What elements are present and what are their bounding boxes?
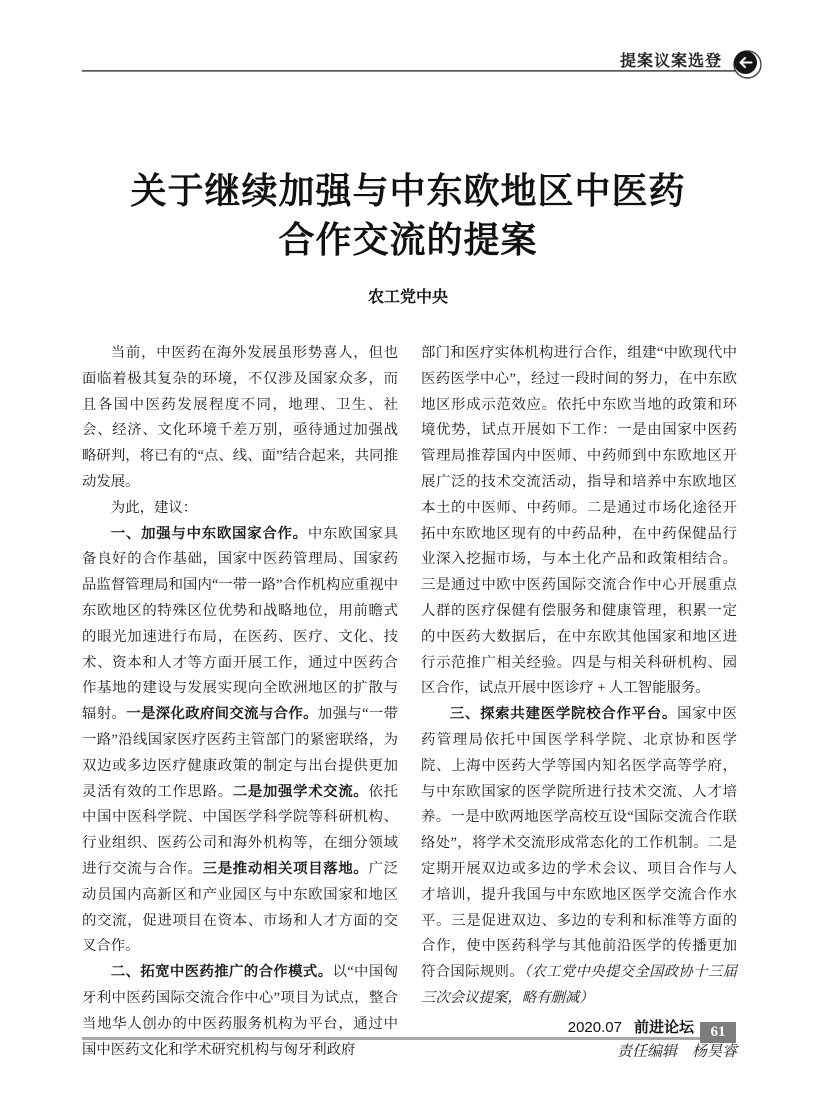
page-number-badge: 61	[700, 1022, 736, 1043]
bold-run: 三、探索共建医学院校合作平台。	[449, 706, 678, 723]
text-run: 为此，建议：	[110, 499, 198, 516]
text-run: 广泛动员国内高新区和产业园区与中东欧国家和地区的交流，促进项目在资本、市场和人才方面的交叉合作。	[82, 860, 398, 955]
article-column-right	[421, 341, 737, 1063]
bold-run: 一是深化政府间交流与合作。	[126, 706, 318, 723]
editor-credit	[421, 1040, 737, 1061]
arrow-left-circle-icon	[731, 48, 763, 80]
editor-label: 责任编辑	[616, 1043, 677, 1060]
header-rule	[82, 70, 736, 72]
paragraph	[82, 496, 398, 522]
article-body	[82, 341, 737, 1063]
text-run: 中东欧国家具备良好的合作基础，国家中医药管理局、国家药品监督管理局和国内“一带一路”合作机构应重视中东欧地区的特殊区位优势和战略地位，用前瞻式的眼光加速进行布局，在医药、医疗、文化、技术、资本和人才等方面开展工作，通过中医药合作基地的建设与发展实现向全欧洲地区的扩散与辐射。	[82, 525, 398, 723]
italic-run: （农工党中央提交全国政协十三届三次会议提案，略有删减）	[421, 964, 737, 1006]
article-title-line1: 关于继续加强与中东欧地区中医药	[130, 170, 686, 211]
text-run: 加强与“一带一路”沿线国家医疗医药主管部门的紧密联络，为双边或多边医疗健康政策的制定与出台提供更加灵活有效的工作思路。	[82, 706, 398, 800]
text-run: 以“中国匈牙利中医药国际交流合作中心”项目为试点，整合当地华人创办的中医药服务机构为平台，通过中国中医药文化和学术研究机构与匈牙利政府	[82, 964, 398, 1058]
bold-run: 一、加强与中东欧国家合作。	[110, 525, 308, 542]
journal-name: 前进论坛	[633, 1019, 694, 1036]
bold-run: 三是推动相关项目落地。	[202, 860, 369, 877]
bold-run: 二是加强学术交流。	[232, 783, 369, 800]
paragraph	[82, 341, 398, 496]
footer-rule	[82, 1037, 706, 1040]
article-title-line2: 合作交流的提案	[278, 219, 538, 260]
article-column-left	[82, 341, 398, 1063]
title-block	[0, 166, 816, 307]
paragraph	[421, 702, 737, 1012]
section-label: 提案议案选登	[619, 53, 722, 70]
article-author: 农工党中央	[367, 289, 448, 306]
paragraph	[82, 960, 398, 1063]
text-run: 当前，中医药在海外发展虽形势喜人，但也面临着极其复杂的环境，不仅涉及国家众多，而且各国中医药发展程度不同，地理、卫生、社会、经济、文化环境千差万别，亟待通过加强战略研判，将已有的“点、线、面”结合起来，共同推动发展。	[82, 345, 398, 490]
text-run: 依托中国中医科学院、中国医学科学院等科研机构、行业组织、医药公司和海外机构等，在细分领域进行交流与合作。	[82, 783, 398, 877]
text-run: 国家中医药管理局依托中国医学科学院、北京协和医学院、上海中医药大学等国内知名医学高等学府，与中东欧国家的医学院所进行技术交流、人才培养。一是中欧两地医学高校互设“国际交流合作联络处”，将学术交流形成常态化的工作机制。二是定期开展双边或多边的学术会议、项目合作与人才培训，提升我国与中东欧地区医学交流合作水平。三是促进双边、多边的专利和标准等方面的合作，使中医药科学与其他前沿医学的传播更加符合国际规则。	[421, 706, 737, 981]
text-run: 部门和医疗实体机构进行合作，组建“中欧现代中医药医学中心”，经过一段时间的努力，在中东欧地区形成示范效应。依托中东欧当地的政策和环境优势，试点开展如下工作：一是由国家中医药管理局推荐国内中医师、中药师到中东欧地区开展广泛的技术交流活动，指导和培养中东欧地区本土的中医师、中药师。二是通过市场化途径开拓中东欧地区现有的中药品种，在中药保健品行业深入挖掘市场，与本土化产品和政策相结合。三是通过中欧中医药国际交流合作中心开展重点人群的医疗保健有偿服务和健康管理，积累一定的中医药大数据后，在中东欧其他国家和地区进行示范推广相关经验。四是与相关科研机构、园区合作，试点开展中医诊疗 + 人工智能服务。	[421, 345, 737, 697]
issue-date: 2020.07	[567, 1019, 622, 1036]
editor-name: 杨昊睿	[691, 1043, 737, 1060]
paragraph	[421, 341, 737, 702]
bold-run: 二、拓宽中医药推广的合作模式。	[110, 964, 333, 981]
footer-text	[82, 1016, 694, 1037]
paragraph	[82, 522, 398, 961]
